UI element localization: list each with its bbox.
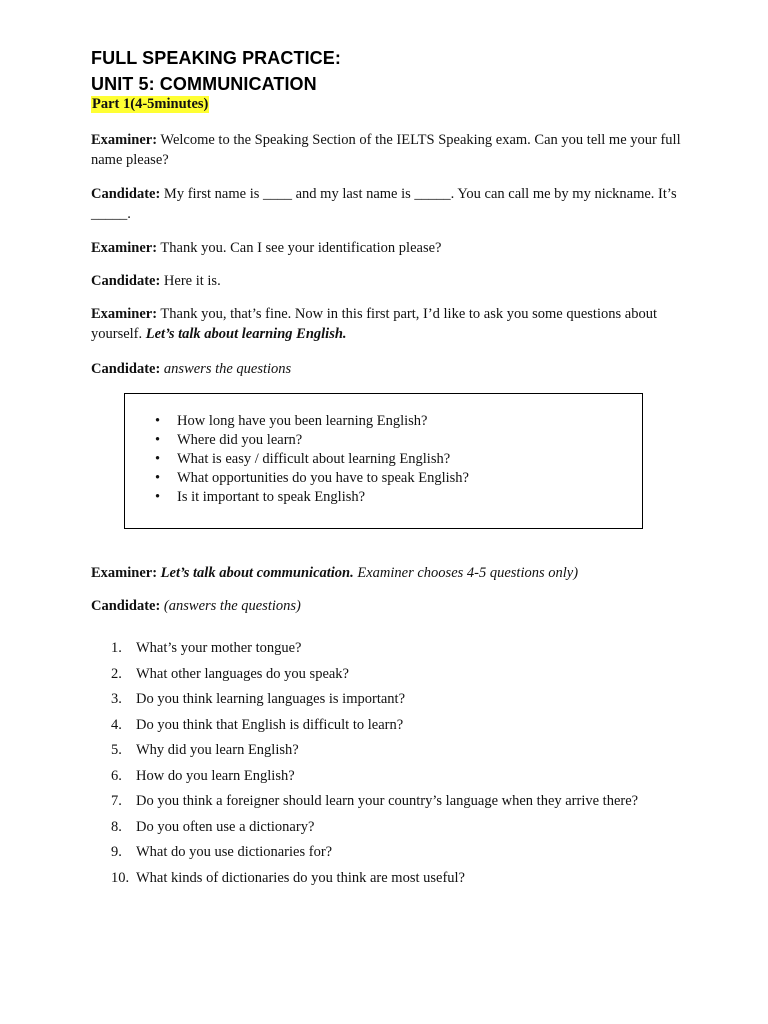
dialogue-candidate-communication — [91, 596, 691, 616]
speaker-label: Examiner: — [91, 306, 158, 322]
dialogue-examiner-welcome — [91, 130, 691, 170]
list-item: 5. Why did you learn English? — [111, 742, 299, 758]
list-item: • Where did you learn? — [155, 432, 303, 448]
speaker-label: Examiner: — [91, 132, 158, 148]
list-item: 7. Do you think a foreigner should learn your country’s language when they arrive there? — [111, 793, 639, 809]
dialogue-candidate-here — [91, 271, 691, 291]
list-item: 8. Do you often use a dictionary? — [111, 818, 315, 835]
dialogue-candidate-answers — [91, 359, 691, 379]
list-item: 4. Do you think that English is difficult to learn? — [111, 716, 404, 733]
list-item: 6. How do you learn English? — [111, 767, 295, 784]
speaker-label: Candidate: — [91, 598, 161, 614]
list-item: • What is easy / difficult about learning English? — [155, 451, 451, 467]
part-label: Part 1(4-5minutes) — [92, 96, 209, 112]
speaker-label: Candidate: — [91, 186, 161, 202]
list-item: 3. Do you think learning languages is important? — [111, 691, 406, 707]
dialogue-examiner-communication — [91, 563, 691, 583]
dialogue-text: Here it is. — [163, 273, 221, 289]
topic-emphasis: Let’s talk about communication. — [160, 565, 354, 581]
speaker-label: Candidate: — [91, 273, 161, 289]
examiner-note: Examiner chooses 4-5 questions only) — [357, 565, 579, 581]
list-item: 1. What’s your mother tongue? — [111, 640, 302, 656]
bullet-question-list — [155, 412, 469, 507]
topic-emphasis: Let’s talk about learning English. — [145, 326, 347, 342]
speaker-label: Candidate: — [91, 361, 161, 377]
dialogue-text: My first name is ____ and my last name is _____. You can call me by my nickname. It’s _____. — [91, 186, 677, 222]
document-title-line2: UNIT 5: COMMUNICATION — [91, 74, 317, 94]
list-item: • What opportunities do you have to speak English? — [155, 470, 469, 486]
candidate-note: (answers the questions) — [163, 598, 301, 614]
list-item: • Is it important to speak English? — [155, 489, 366, 505]
numbered-question-list — [111, 638, 638, 893]
dialogue-text: Welcome to the Speaking Section of the IELTS Speaking exam. Can you tell me your full name please? — [91, 132, 681, 168]
dialogue-examiner-id — [91, 238, 691, 258]
bullet-icon: • — [155, 451, 161, 467]
list-item: • How long have you been learning English? — [155, 413, 428, 429]
dialogue-note: answers the questions — [163, 361, 292, 377]
dialogue-candidate-name — [91, 184, 691, 224]
dialogue-examiner-intro — [91, 304, 691, 344]
bullet-icon: • — [155, 413, 161, 429]
bullet-icon: • — [155, 489, 161, 505]
speaker-label: Examiner: — [91, 240, 158, 256]
bullet-icon: • — [155, 470, 161, 486]
speaker-label: Examiner: — [91, 565, 158, 581]
list-item: 9. What do you use dictionaries for? — [111, 844, 333, 860]
list-item: 2. What other languages do you speak? — [111, 665, 349, 682]
dialogue-text: Thank you, that’s fine. Now in this first part, I’d like to ask you some questions about yourself. — [91, 306, 657, 342]
dialogue-text: Thank you. Can I see your identification please? — [160, 240, 442, 256]
list-item: 10. What kinds of dictionaries do you think are most useful? — [111, 869, 465, 886]
document-title-line1: FULL SPEAKING PRACTICE: — [91, 48, 341, 68]
question-box — [124, 393, 643, 529]
bullet-icon: • — [155, 432, 161, 448]
